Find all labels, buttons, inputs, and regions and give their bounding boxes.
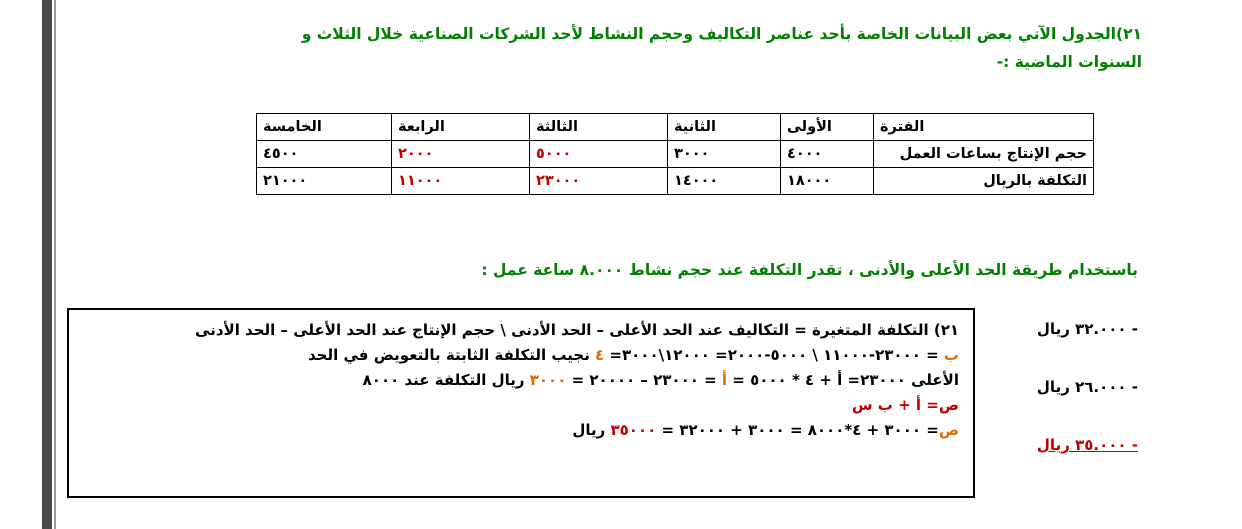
table-cell: ٤٠٠٠: [781, 141, 874, 168]
table-cell: ٢١٠٠٠: [257, 168, 392, 195]
variable-s: ص: [938, 421, 959, 439]
table-cell: ٣٠٠٠: [668, 141, 781, 168]
table-header-cell: الرابعة: [392, 114, 530, 141]
method-question: باستخدام طريقة الحد الأعلى والأدنى ، تقدر التكلفة عند حجم نشاط ٨.٠٠٠ ساعة عمل :: [481, 261, 1138, 279]
fixed-cost-value: ٣٠٠٠: [529, 371, 567, 389]
table-cell-highlighted: ١١٠٠٠: [392, 168, 530, 195]
table-header-cell: الثانية: [668, 114, 781, 141]
table-row-label: حجم الإنتاج بساعات العمل: [874, 141, 1094, 168]
variable-cost-value: ٤: [595, 346, 605, 364]
variable-b: ب: [943, 346, 959, 364]
table-header-cell: الفترة: [874, 114, 1094, 141]
table-cell: ١٨٠٠٠: [781, 168, 874, 195]
table-cell: ٤٥٠٠: [257, 141, 392, 168]
table-row: [257, 141, 1094, 168]
left-margin-line: [54, 0, 56, 529]
solution-line-5: [99, 418, 959, 443]
total-cost-value: ٣٥٠٠٠: [610, 421, 657, 439]
option-a: - ٣٢.٠٠٠ ريال: [1036, 320, 1138, 338]
data-table: [256, 113, 1094, 195]
table-cell-highlighted: ٥٠٠٠: [530, 141, 668, 168]
question-line-2: السنوات الماضية :-: [996, 53, 1142, 71]
solution-text-part: نجيب التكلفة الثابتة بالتعويض في الحد: [308, 346, 596, 364]
solution-line-3: [99, 368, 959, 393]
table-row: [257, 168, 1094, 195]
option-c-correct: - ٣٥.٠٠٠ ريال: [1036, 436, 1138, 454]
table-row-label: التكلفة بالريال: [874, 168, 1094, 195]
table-header-cell: الأولى: [781, 114, 874, 141]
variable-a: أ: [721, 371, 728, 389]
table-cell-highlighted: ٢٣٠٠٠: [530, 168, 668, 195]
solution-text-part: ريال: [572, 421, 611, 439]
solution-text-part: الأعلى ٢٣٠٠٠= أ + ٤ * ٥٠٠٠ =: [727, 371, 959, 389]
table-header-row: [257, 114, 1094, 141]
table-cell-highlighted: ٢٠٠٠: [392, 141, 530, 168]
option-b: - ٢٦.٠٠٠ ريال: [1036, 378, 1138, 396]
question-text: [222, 20, 1142, 76]
table-header-cell: الثالثة: [530, 114, 668, 141]
solution-text: [99, 318, 959, 443]
solution-box: [67, 308, 975, 498]
solution-line-2: [99, 343, 959, 368]
solution-text-part: = ٢٣٠٠٠-١١٠٠٠ \ ٥٠٠٠-٢٠٠٠= ١٢٠٠٠\٣٠٠٠=: [604, 346, 944, 364]
left-margin-bar: [42, 0, 52, 529]
solution-text-part: = ٣٠٠٠ + ٤*٨٠٠٠ = ٣٠٠٠ + ٣٢٠٠٠ =: [656, 421, 939, 439]
solution-formula: ص= أ + ب س: [851, 396, 959, 414]
solution-line-1: ٢١) التكلفة المتغيرة = التكاليف عند الحد الأعلى – الحد الأدنى \ حجم الإنتاج عند الحد الأعلى – الحد الأدنى: [195, 321, 959, 339]
solution-text-part: ريال التكلفة عند ٨٠٠٠: [362, 371, 530, 389]
table-cell: ١٤٠٠٠: [668, 168, 781, 195]
table-header-cell: الخامسة: [257, 114, 392, 141]
question-line-1: ٢١)الجدول الآتي بعض البيانات الخاصة بأحد عناصر التكاليف وحجم النشاط لأحد الشركات الصناعية خلال الثلاث و: [301, 25, 1142, 43]
solution-text-part: = ٢٣٠٠٠ – ٢٠٠٠٠ =: [566, 371, 722, 389]
